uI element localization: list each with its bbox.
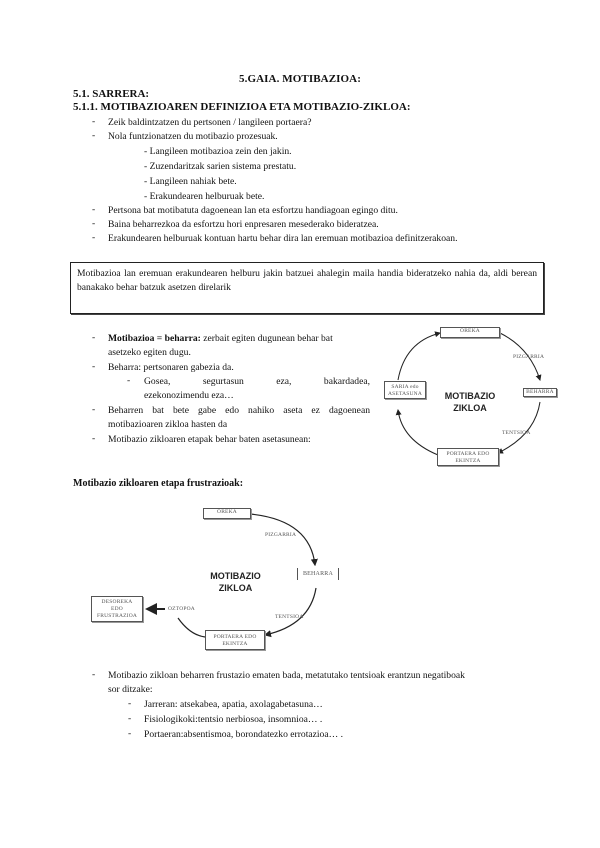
box-line: PORTAERA EDO (213, 634, 257, 640)
center-line: MOTIBAZIO (444, 391, 496, 401)
sub-item: - Erakundearen helburuak bete. (144, 191, 265, 202)
stage-box-portaera (205, 630, 265, 650)
cycle-center-label (435, 390, 505, 414)
bold-term: Motibazioa = beharra: (108, 333, 201, 344)
box-line: FRUSTRAZIOA (96, 613, 138, 619)
box-line: ASETASUNA (387, 391, 423, 397)
sub-bullet-continuation: ezekonozimendu eza… (144, 390, 234, 401)
stage-label-tentsioa: TENTSIOA (502, 430, 531, 436)
sub-item: - Langileen nahiak bete. (144, 176, 237, 187)
bullet-dash: - (92, 669, 96, 680)
bullet-dash: - (92, 116, 96, 127)
stage-box-beharra: BEHARRA (523, 388, 557, 397)
box-line: EKINTZA (455, 458, 481, 464)
bullet-text: zerbait egiten dugunean behar bat (200, 333, 333, 344)
bullet-dash: - (92, 232, 96, 243)
stage-label-oztopoa: OZTOPOA (168, 606, 195, 612)
bullet-dash: - (128, 713, 132, 724)
box-line: EKINTZA (222, 641, 248, 647)
bullet-item: Erakundearen helburuak kontuan hartu behar dira lan eremuan motibazioa definitzerakoan. (108, 233, 458, 244)
box-line: DESOREKA (101, 599, 133, 605)
bullet-item: Nola funtzionatzen du motibazio prozesuak. (108, 131, 278, 142)
bullet-dash: - (92, 130, 96, 141)
box-line: PORTAERA EDO (446, 451, 490, 457)
heading-sarrera: 5.1. SARRERA: (73, 88, 150, 100)
bullet-item: Beharra: pertsonaren gabezia da. (108, 362, 234, 373)
stage-label-pizgarria: PIZGARRIA (265, 532, 297, 538)
bullet-dash: - (92, 204, 96, 215)
center-line: MOTIBAZIO (210, 571, 261, 581)
bullet-item: Pertsona bat motibatuta dagoenean lan eta esfortzu handiagoan egingo ditu. (108, 205, 398, 216)
bullet-item: Zeik baldintzatzen du pertsonen / langileen portaera? (108, 117, 312, 128)
stage-box-saria (384, 381, 426, 399)
stage-box-oreka: OREKA (203, 508, 251, 519)
bullet-dash: - (92, 332, 96, 343)
bullet-dash: - (92, 218, 96, 229)
bullet-continuation: sor ditzake: (108, 684, 153, 695)
bullet-dash: - (128, 728, 132, 739)
sub-bullet-item: Portaeran:absentismoa, borondatezko errotazioa… . (144, 729, 343, 740)
sub-bullet-item: Fisiologikoki:tentsio nerbiosoa, insomnioa… . (144, 714, 323, 725)
sub-bullet-item (144, 375, 370, 388)
sub-item: - Zuzendaritzak sarien sistema prestatu. (144, 161, 297, 172)
definition-box: Motibazioa lan eremuan erakundearen helburu jakin batzuei ahalegin maila handia bideratzeko nahia da, aldi berean banakako behar batzuk asetzen direlarik (70, 262, 544, 314)
bullet-dash: - (128, 698, 132, 709)
frustration-cycle-diagram (85, 500, 345, 660)
bullet-dash: - (127, 375, 131, 386)
bullet-item: Motibazio zikloaren etapak behar baten asetasunean: (108, 434, 311, 445)
stage-box-desoreka (91, 596, 143, 622)
document-title: 5.GAIA. MOTIBAZIOA: (239, 73, 361, 85)
bullet-dash: - (92, 433, 96, 444)
sub-bullet-item: Jarreran: atsekabea, apatia, axolagabetasuna… (144, 699, 323, 710)
bullet-item: Beharren bat bete gabe edo nahiko aseta ez dagoenean (108, 405, 370, 416)
word: bakardadea, (323, 376, 370, 387)
stage-box-portaera (437, 448, 499, 466)
center-line: ZIKLOA (453, 403, 487, 413)
word: eza, (276, 376, 292, 387)
bullet-continuation: asetzeko egiten dugu. (108, 347, 191, 358)
bullet-dash: - (92, 404, 96, 415)
section-heading-frustration: Motibazio zikloaren etapa frustrazioak: (73, 478, 244, 489)
bullet-item (108, 332, 333, 345)
bullet-item: Motibazio zikloan beharren frustazio ematen bada, metatutako tentsioak erantzun negatiboak (108, 670, 465, 681)
box-line: SARIA edo (391, 384, 419, 390)
bullet-continuation: motibazioaren zikloa hasten da (108, 419, 228, 430)
center-line: ZIKLOA (218, 583, 253, 593)
bullet-item: Baina beharrezkoa da esfortzu hori enpresaren mesederako bideratzea. (108, 219, 379, 230)
box-line: EDO (111, 606, 123, 612)
cycle-center-label (198, 570, 273, 594)
stage-label-pizgarria: PIZGARRIA (513, 354, 545, 360)
word: Gosea, (144, 376, 171, 387)
stage-box-oreka: OREKA (440, 327, 500, 338)
stage-box-beharra: BEHARRA (297, 568, 339, 580)
motivation-cycle-diagram (380, 320, 555, 470)
word: segurtasun (202, 376, 244, 387)
heading-definition: 5.1.1. MOTIBAZIOAREN DEFINIZIOA ETA MOTIBAZIO-ZIKLOA: (73, 101, 411, 113)
stage-label-tentsioa: TENTSIOA (275, 614, 304, 620)
sub-item: - Langileen motibazioa zein den jakin. (144, 146, 292, 157)
bullet-dash: - (92, 361, 96, 372)
